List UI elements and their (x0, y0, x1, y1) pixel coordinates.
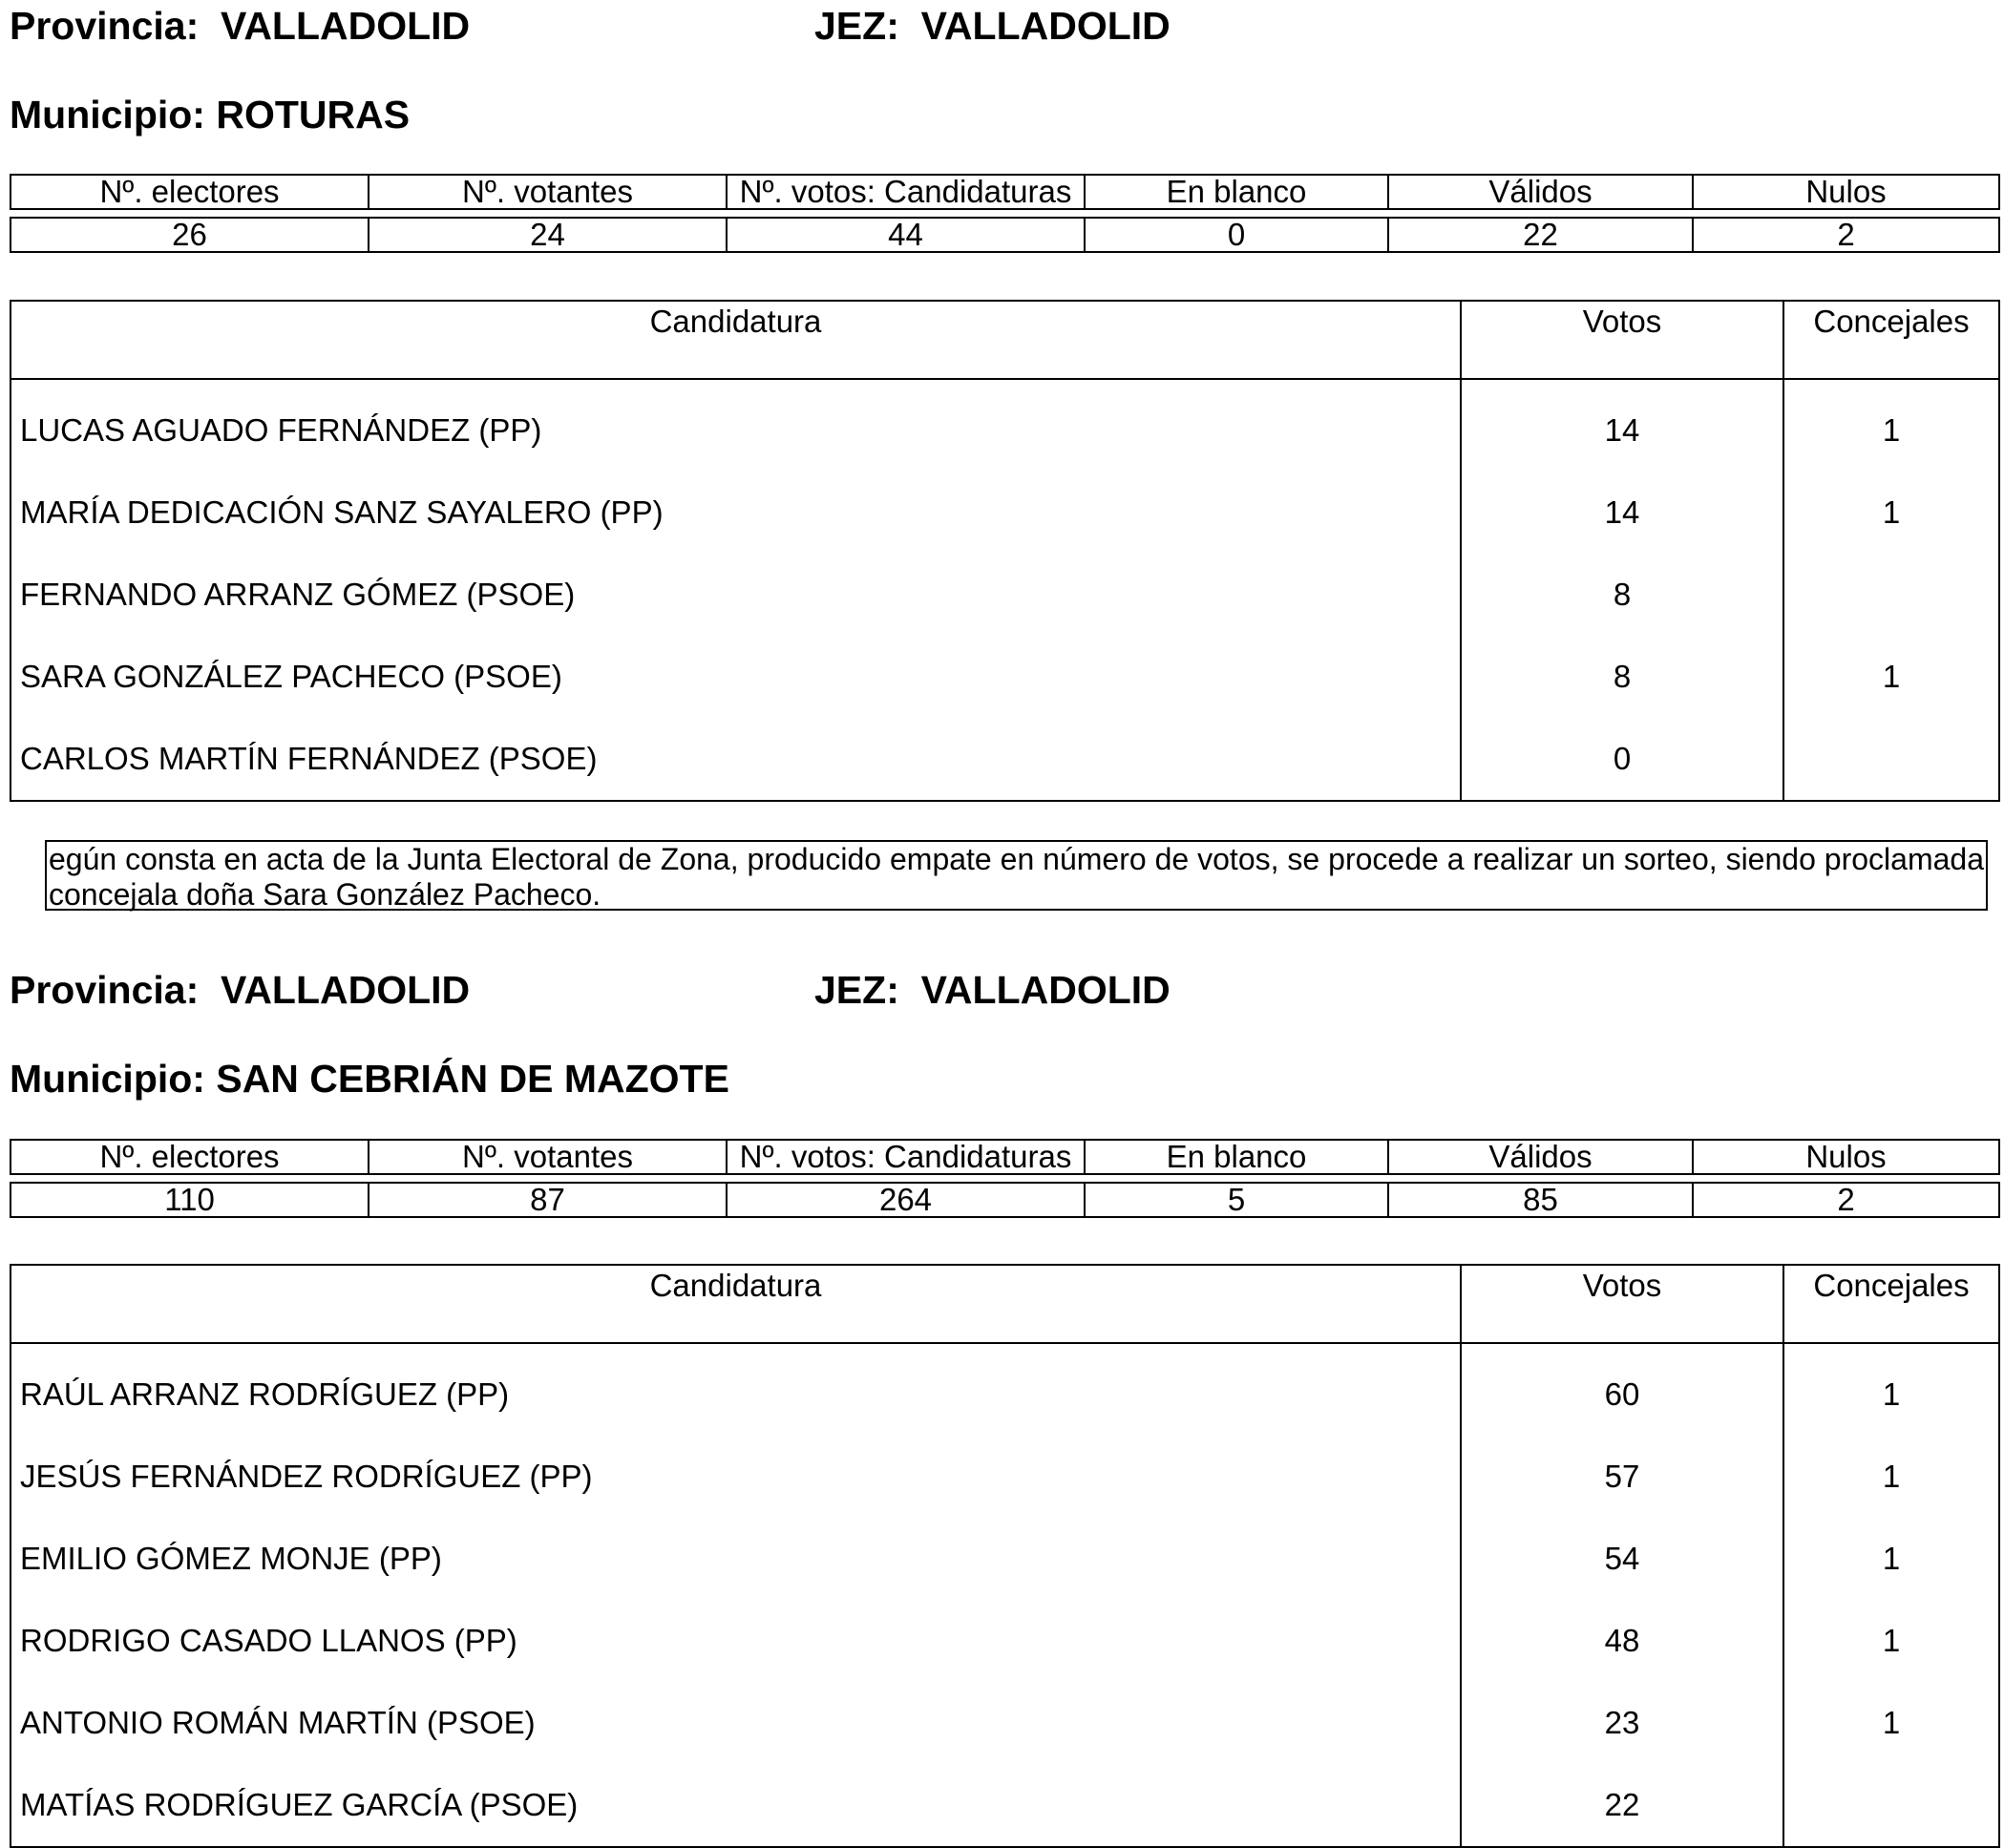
col-header-votos: Votos (1461, 1265, 1783, 1343)
stats-header-en-blanco: En blanco (1085, 175, 1388, 209)
col-header-candidatura: Candidatura (11, 1265, 1461, 1343)
candidate-concejales: 1 (1882, 1541, 1901, 1576)
candidate-votos: 54 (1461, 1518, 1783, 1600)
col-header-concejales: Concejales (1783, 1265, 1999, 1343)
stats-header-en-blanco: En blanco (1085, 1140, 1388, 1174)
candidate-concejales: 1 (1882, 1459, 1901, 1494)
tie-note: egún consta en acta de la Junta Electoral de Zona, producido empate en número de votos, se procede a realizar un sorteo, siendo proclamada concejala doña Sara González Pacheco. (45, 840, 1988, 911)
candidate-concejales (1783, 718, 1999, 801)
jez-heading: JEZ: VALLADOLID (814, 968, 1171, 1012)
table-row (11, 472, 1999, 554)
provincia-heading: Provincia: VALLADOLID (10, 4, 471, 48)
stats-value-electores: 110 (11, 1183, 369, 1217)
candidate-concejales (1783, 1764, 1999, 1847)
stats-value-electores: 26 (11, 218, 369, 252)
provincia-heading: Provincia: VALLADOLID (10, 968, 471, 1012)
candidate-name: RODRIGO CASADO LLANOS (PP) (11, 1600, 1461, 1682)
candidate-votos: 57 (1461, 1436, 1783, 1518)
candidate-concejales (1783, 554, 1999, 636)
candidate-concejales: 1 (1882, 1376, 1901, 1412)
candidate-votos: 22 (1461, 1764, 1783, 1847)
candidate-votos: 8 (1461, 636, 1783, 718)
jez-heading: JEZ: VALLADOLID (814, 4, 1171, 48)
candidate-name: RAÚL ARRANZ RODRÍGUEZ (PP) (11, 1343, 1461, 1436)
candidate-votos: 14 (1461, 472, 1783, 554)
table-row (11, 554, 1999, 636)
candidate-concejales: 1 (1882, 412, 1901, 448)
candidate-name: MATÍAS RODRÍGUEZ GARCÍA (PSOE) (11, 1764, 1461, 1847)
candidate-votos: 60 (1461, 1343, 1783, 1436)
candidate-concejales: 1 (1882, 659, 1901, 694)
candidate-votos: 48 (1461, 1600, 1783, 1682)
candidate-name: FERNANDO ARRANZ GÓMEZ (PSOE) (11, 554, 1461, 636)
table-row (11, 1764, 1999, 1847)
candidate-name: JESÚS FERNÁNDEZ RODRÍGUEZ (PP) (11, 1436, 1461, 1518)
stats-values-table (10, 217, 2000, 253)
col-header-candidatura: Candidatura (11, 301, 1461, 379)
candidate-name: LUCAS AGUADO FERNÁNDEZ (PP) (11, 379, 1461, 472)
stats-header-votos-candidaturas: Nº. votos: Candidaturas (727, 175, 1085, 209)
col-header-votos: Votos (1461, 301, 1783, 379)
stats-header-electores: Nº. electores (11, 175, 369, 209)
stats-header-table (10, 1139, 2000, 1175)
table-row (11, 1682, 1999, 1764)
candidate-concejales: 1 (1882, 1623, 1901, 1658)
table-row (11, 379, 1999, 472)
candidate-name: MARÍA DEDICACIÓN SANZ SAYALERO (PP) (11, 472, 1461, 554)
stats-value-nulos: 2 (1693, 218, 1999, 252)
stats-values-table (10, 1182, 2000, 1218)
stats-header-votos-candidaturas: Nº. votos: Candidaturas (727, 1140, 1085, 1174)
stats-header-table (10, 174, 2000, 210)
stats-value-nulos: 2 (1693, 1183, 1999, 1217)
stats-value-en-blanco: 0 (1085, 218, 1388, 252)
stats-header-validos: Válidos (1388, 175, 1693, 209)
stats-value-votos-candidaturas: 264 (727, 1183, 1085, 1217)
candidate-votos: 0 (1461, 718, 1783, 801)
stats-value-validos: 22 (1388, 218, 1693, 252)
stats-header-votantes: Nº. votantes (369, 175, 727, 209)
candidates-table (10, 1264, 2000, 1848)
table-row (11, 1436, 1999, 1518)
stats-value-validos: 85 (1388, 1183, 1693, 1217)
candidate-votos: 14 (1461, 379, 1783, 472)
candidates-table (10, 300, 2000, 802)
municipio-heading: Municipio: SAN CEBRIÁN DE MAZOTE (10, 1057, 729, 1101)
table-row (11, 1518, 1999, 1600)
stats-header-electores: Nº. electores (11, 1140, 369, 1174)
candidate-name: SARA GONZÁLEZ PACHECO (PSOE) (11, 636, 1461, 718)
stats-value-en-blanco: 5 (1085, 1183, 1388, 1217)
table-row (11, 1600, 1999, 1682)
candidate-concejales: 1 (1882, 494, 1901, 530)
municipio-heading: Municipio: ROTURAS (10, 93, 411, 136)
candidate-votos: 8 (1461, 554, 1783, 636)
stats-header-votantes: Nº. votantes (369, 1140, 727, 1174)
candidate-name: ANTONIO ROMÁN MARTÍN (PSOE) (11, 1682, 1461, 1764)
candidate-name: CARLOS MARTÍN FERNÁNDEZ (PSOE) (11, 718, 1461, 801)
col-header-concejales: Concejales (1783, 301, 1999, 379)
candidate-concejales: 1 (1882, 1705, 1901, 1740)
stats-value-votantes: 87 (369, 1183, 727, 1217)
stats-header-nulos: Nulos (1693, 1140, 1999, 1174)
table-row (11, 718, 1999, 801)
stats-value-votantes: 24 (369, 218, 727, 252)
table-row (11, 636, 1999, 718)
candidate-name: EMILIO GÓMEZ MONJE (PP) (11, 1518, 1461, 1600)
table-row (11, 1343, 1999, 1436)
stats-header-validos: Válidos (1388, 1140, 1693, 1174)
stats-header-nulos: Nulos (1693, 175, 1999, 209)
stats-value-votos-candidaturas: 44 (727, 218, 1085, 252)
candidate-votos: 23 (1461, 1682, 1783, 1764)
